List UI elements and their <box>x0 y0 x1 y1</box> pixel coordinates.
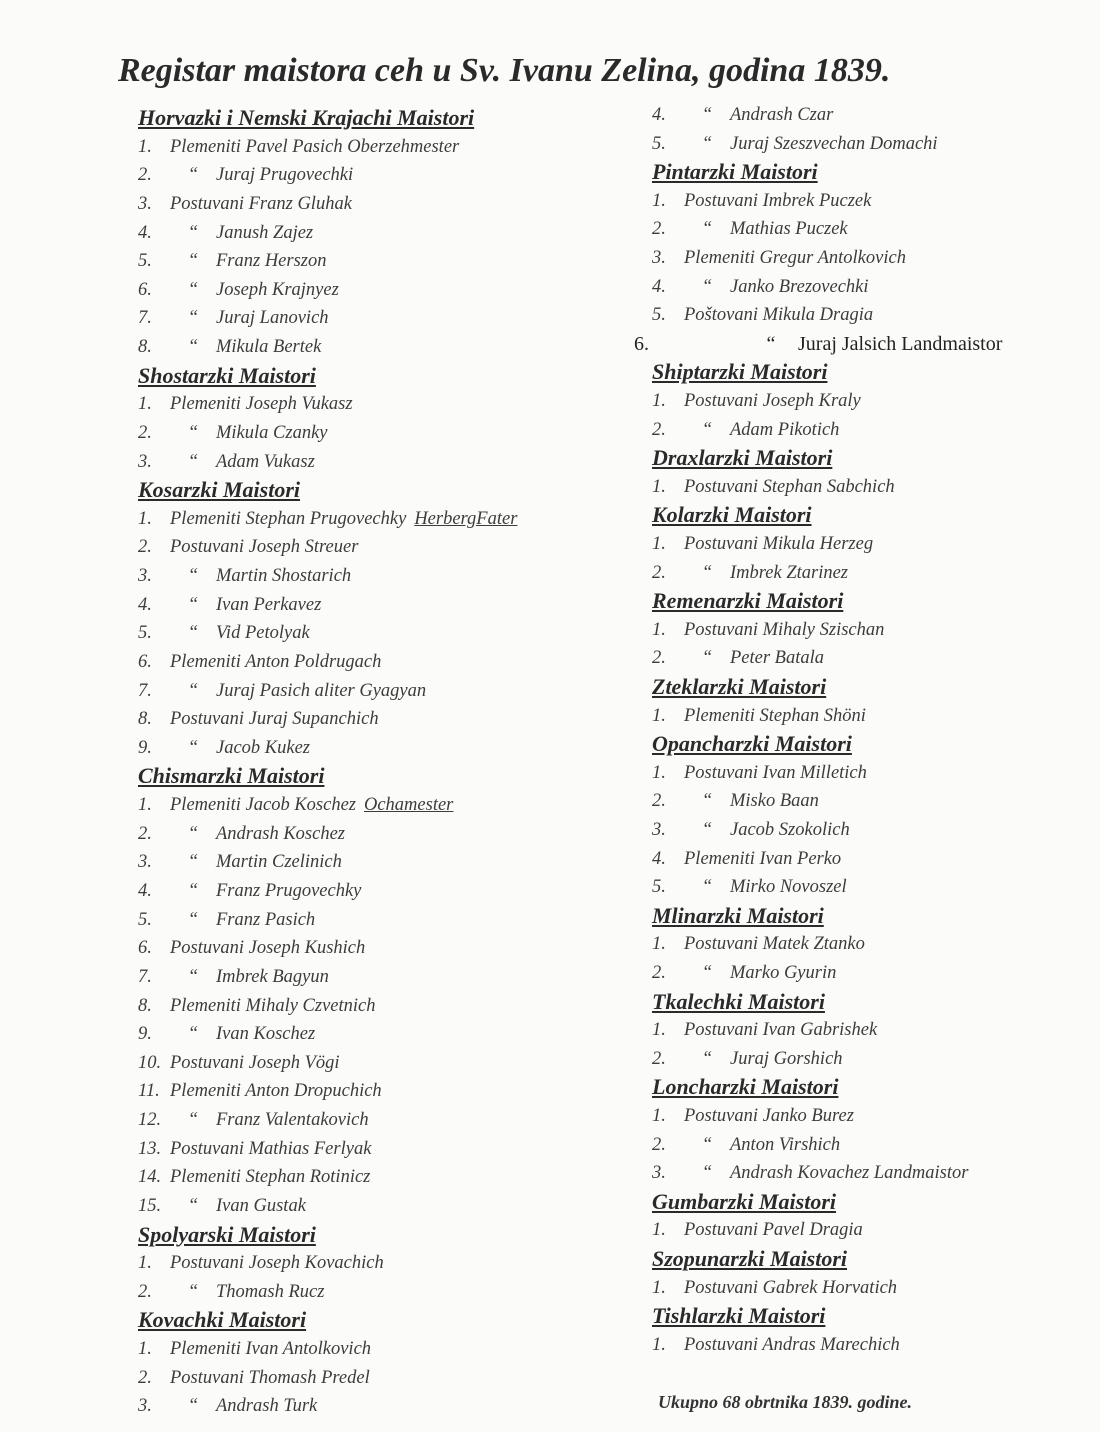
list-item <box>138 1163 370 1191</box>
list-item <box>138 448 315 476</box>
item-number: 2. <box>652 791 666 812</box>
ditto-mark: “ <box>187 451 199 472</box>
master-name: Misko Baan <box>730 791 819 812</box>
list-item <box>138 705 379 733</box>
master-name: Postuvani Mihaly Szischan <box>684 619 885 640</box>
item-number: 7. <box>138 966 152 987</box>
master-name: Plemeniti Stephan Prugovechky <box>170 508 407 529</box>
master-name: Postuvani Joseph Kraly <box>684 391 861 411</box>
master-name: Postuvani Mikula Herzeg <box>684 534 874 554</box>
list-item <box>138 161 353 189</box>
list-item <box>652 473 895 501</box>
item-number: 5. <box>138 623 152 644</box>
list-item <box>138 562 351 590</box>
master-name: Postuvani Joseph Kushich <box>170 938 366 959</box>
list-item <box>138 1135 371 1163</box>
master-name: Postuvani Thomash Predel <box>170 1367 370 1388</box>
list-item <box>138 648 381 676</box>
item-number: 2. <box>652 419 666 440</box>
item-number: 5. <box>652 305 666 326</box>
master-name: Plemeniti Anton Poldrugach <box>170 651 382 672</box>
list-item <box>138 1278 324 1306</box>
ditto-mark: “ <box>187 422 199 443</box>
ditto-mark: “ <box>187 279 199 300</box>
list-item <box>652 301 873 329</box>
item-number: 5. <box>652 877 666 898</box>
master-name: Franz Herszon <box>216 251 327 272</box>
item-number: 1. <box>652 391 666 411</box>
item-number: 13. <box>138 1138 162 1159</box>
master-name: Martin Czelinich <box>216 852 342 873</box>
list-item <box>652 273 869 301</box>
master-name: Juraj Prugovechki <box>216 165 354 186</box>
item-number: 1. <box>138 1339 152 1360</box>
item-number: 1. <box>652 1020 666 1041</box>
item-number: 2. <box>138 422 152 443</box>
section-heading: Kovachki Maistori <box>138 1307 307 1333</box>
master-name: Postuvani Ivan Milletich <box>684 762 867 783</box>
ditto-mark: “ <box>701 562 713 583</box>
section-heading: Shiptarzki Maistori <box>652 359 828 385</box>
item-number: 5. <box>138 909 152 930</box>
ditto-mark: “ <box>187 222 199 243</box>
item-number: 3. <box>138 451 152 472</box>
item-number: 11. <box>138 1081 160 1102</box>
item-number: 5. <box>138 251 152 272</box>
ditto-mark: “ <box>187 308 199 329</box>
master-name: Anton Virshich <box>730 1134 841 1155</box>
item-number: 6. <box>138 938 152 959</box>
item-number: 6. <box>138 651 152 672</box>
total-summary: Ukupno 68 obrtnika 1839. godine. <box>658 1392 913 1412</box>
list-item <box>652 616 884 644</box>
section-heading: Shostarzki Maistori <box>138 362 316 388</box>
master-name: Juraj Pasich aliter Gyagyan <box>216 680 427 701</box>
ditto-mark: “ <box>187 1396 199 1417</box>
item-number: 2. <box>652 1134 666 1155</box>
ditto-mark: “ <box>701 419 713 440</box>
list-item <box>138 390 353 418</box>
master-name: Adam Vukasz <box>216 451 315 472</box>
list-item <box>652 1274 897 1302</box>
list-item <box>138 619 310 647</box>
item-number: 1. <box>652 476 666 497</box>
section-heading: Horvazki i Nemski Krajachi Maistori <box>138 105 475 130</box>
item-number: 1. <box>652 1334 666 1355</box>
section-heading: Kosarzki Maistori <box>138 477 300 503</box>
ditto-mark: “ <box>701 276 713 297</box>
item-number: 14. <box>138 1167 162 1188</box>
item-number: 2. <box>652 963 666 983</box>
item-number: 1. <box>652 1220 666 1241</box>
list-item <box>652 530 873 558</box>
item-number: 3. <box>652 820 666 840</box>
ditto-mark: “ <box>187 1024 199 1045</box>
list-item <box>652 1102 854 1130</box>
list-item <box>652 244 906 272</box>
item-number: 1. <box>652 1106 666 1126</box>
item-number: 1. <box>652 619 666 640</box>
master-name: Imbrek Ztarinez <box>730 562 849 583</box>
item-number: 3. <box>138 193 152 214</box>
item-number: 2. <box>138 1281 152 1302</box>
item-number: 6. <box>634 332 649 355</box>
item-number: 1. <box>652 1277 666 1298</box>
master-name: Postuvani Imbrek Puczek <box>684 190 872 211</box>
section-heading: Spolyarski Maistori <box>138 1221 316 1247</box>
ditto-mark: “ <box>187 909 199 930</box>
master-name: Janush Zajez <box>216 222 314 243</box>
master-name: Andrash Koschez <box>216 823 345 844</box>
master-name: Postuvani Matek Ztanko <box>684 934 865 955</box>
master-name: Ivan Koschez <box>216 1024 316 1045</box>
item-number: 7. <box>138 308 152 329</box>
section-heading: Tishlarzki Maistori <box>652 1303 826 1329</box>
ditto-mark: “ <box>701 791 713 812</box>
master-name: Martin Shostarich <box>216 566 352 587</box>
master-name: Juraj Jalsich Landmaistor <box>798 332 1003 355</box>
ditto-mark: “ <box>187 881 199 901</box>
item-number: 3. <box>138 852 152 873</box>
ditto-mark: “ <box>701 1134 713 1155</box>
list-item <box>138 1249 384 1277</box>
list-item <box>634 330 1002 358</box>
master-name: Postuvani Juraj Supanchich <box>170 709 379 730</box>
list-item <box>138 304 329 332</box>
item-number: 1. <box>652 534 666 554</box>
master-name: Juraj Szeszvechan Domachi <box>730 133 938 154</box>
item-number: 4. <box>138 594 152 615</box>
master-name: Plemeniti Joseph Vukasz <box>170 394 353 415</box>
item-number: 1. <box>652 934 666 955</box>
master-name: Mirko Novoszel <box>730 877 847 898</box>
master-name: Plemeniti Pavel Pasich Oberzehmester <box>170 136 460 157</box>
list-item <box>138 419 328 447</box>
ditto-mark: “ <box>701 820 713 840</box>
master-name: Plemeniti Ivan Antolkovich <box>170 1339 372 1360</box>
list-item <box>138 247 327 275</box>
item-number: 3. <box>138 1396 152 1417</box>
master-name: Plemeniti Stephan Rotinicz <box>170 1167 371 1188</box>
section-heading: Opancharzki Maistori <box>652 731 852 757</box>
list-item <box>138 190 352 218</box>
list-item <box>138 1049 340 1077</box>
list-item <box>138 1077 382 1105</box>
list-item <box>652 559 848 587</box>
master-name: Andrash Czar <box>730 105 834 125</box>
item-number: 6. <box>138 279 152 300</box>
item-number: 2. <box>652 562 666 583</box>
item-number: 15. <box>138 1195 162 1216</box>
master-name: Plemeniti Jacob Koschez <box>170 795 356 816</box>
master-name: Plemeniti Anton Dropuchich <box>170 1081 382 1102</box>
master-name: Vid Petolyak <box>216 623 310 644</box>
list-item <box>138 505 517 533</box>
list-item <box>138 591 321 619</box>
item-number: 10. <box>138 1052 162 1073</box>
list-item <box>652 702 866 730</box>
list-item <box>138 820 345 848</box>
ditto-mark: “ <box>187 623 199 644</box>
master-name: Juraj Gorshich <box>730 1048 843 1069</box>
list-item <box>652 416 839 444</box>
master-name: Thomash Rucz <box>216 1281 325 1302</box>
list-item <box>138 734 310 762</box>
list-item <box>138 791 453 819</box>
master-name: Andrash Kovachez Landmaistor <box>730 1163 969 1184</box>
master-name: Mikula Czanky <box>216 422 328 443</box>
list-item <box>138 533 358 561</box>
item-number: 2. <box>652 1048 666 1069</box>
ditto-mark: “ <box>187 594 199 615</box>
ditto-mark: “ <box>187 337 199 358</box>
list-item <box>652 187 871 215</box>
list-item <box>652 101 833 129</box>
master-name: Postuvani Franz Gluhak <box>170 193 352 214</box>
list-item <box>138 1020 315 1048</box>
master-name: Andrash Turk <box>216 1396 318 1417</box>
list-item <box>138 1335 371 1363</box>
item-number: 7. <box>138 680 152 701</box>
master-name: Poštovani Mikula Dragia <box>684 305 874 326</box>
page-title: Registar maistora ceh u Sv. Ivanu Zelina, godina 1839. <box>118 52 891 89</box>
item-number: 1. <box>138 136 152 157</box>
title-annotation: HerbergFater <box>414 508 518 529</box>
ditto-mark: “ <box>701 219 713 240</box>
master-name: Ivan Gustak <box>216 1195 306 1216</box>
list-item <box>652 1045 843 1073</box>
ditto-mark: “ <box>701 105 713 125</box>
item-number: 4. <box>652 276 666 297</box>
item-number: 8. <box>138 995 152 1016</box>
list-item <box>652 130 938 158</box>
master-name: Postuvani Andras Marechich <box>684 1334 900 1355</box>
master-name: Postuvani Joseph Streuer <box>170 537 359 558</box>
ditto-mark: “ <box>701 877 713 898</box>
list-item <box>138 1364 370 1392</box>
section-heading: Loncharzki Maistori <box>652 1074 839 1100</box>
ditto-mark: “ <box>187 852 199 873</box>
ditto-mark: “ <box>187 165 199 186</box>
item-number: 1. <box>138 394 152 415</box>
list-item <box>652 215 848 243</box>
master-name: Plemeniti Mihaly Czvetnich <box>170 995 376 1016</box>
master-name: Plemeniti Gregur Antolkovich <box>684 248 906 268</box>
master-name: Postuvani Stephan Sabchich <box>684 476 895 497</box>
section-heading: Mlinarzki Maistori <box>652 902 824 928</box>
ditto-mark: “ <box>187 737 199 758</box>
ditto-mark: “ <box>187 680 199 701</box>
item-number: 3. <box>138 566 152 587</box>
master-name: Postuvani Joseph Kovachich <box>170 1253 384 1274</box>
list-item <box>138 219 313 247</box>
item-number: 2. <box>652 648 666 669</box>
item-number: 2. <box>138 537 152 558</box>
ditto-mark: “ <box>701 133 713 154</box>
list-item <box>652 759 867 787</box>
list-item <box>652 787 819 815</box>
list-item <box>652 873 847 901</box>
ditto-mark: “ <box>187 251 199 272</box>
list-item <box>652 1159 968 1187</box>
list-item <box>652 1331 900 1359</box>
item-number: 2. <box>138 165 152 186</box>
list-item <box>138 333 321 361</box>
master-name: Franz Pasich <box>216 909 316 930</box>
list-item <box>652 959 836 987</box>
section-heading: Zteklarzki Maistori <box>652 674 827 699</box>
ditto-mark: “ <box>701 648 713 669</box>
list-item <box>652 387 861 415</box>
item-number: 3. <box>652 248 666 268</box>
section-heading: Pintarzki Maistori <box>652 159 818 185</box>
master-name: Imbrek Bagyun <box>216 966 329 987</box>
section-heading: Remenarzki Maistori <box>652 588 844 614</box>
master-name: Marko Gyurin <box>730 963 837 983</box>
list-item <box>138 934 365 962</box>
master-name: Juraj Lanovich <box>216 308 329 329</box>
ditto-mark: “ <box>187 566 199 587</box>
ditto-mark: “ <box>187 966 199 987</box>
list-item <box>138 677 426 705</box>
ditto-mark: “ <box>701 963 713 983</box>
ditto-mark: “ <box>187 1281 199 1302</box>
master-name: Jacob Szokolich <box>730 820 850 840</box>
master-name: Mathias Puczek <box>730 219 848 240</box>
title-annotation: Ochamester <box>363 795 454 816</box>
master-name: Franz Prugovechky <box>216 881 362 901</box>
list-item <box>652 816 850 844</box>
master-name: Postuvani Janko Burez <box>684 1106 854 1126</box>
list-item <box>652 1216 863 1244</box>
master-name: Postuvani Mathias Ferlyak <box>170 1138 372 1159</box>
ditto-mark: “ <box>701 1048 713 1069</box>
list-item <box>138 992 376 1020</box>
list-item <box>138 1106 369 1134</box>
list-item <box>652 930 865 958</box>
section-heading: Kolarzki Maistori <box>652 502 812 528</box>
list-item <box>138 133 459 161</box>
ditto-mark: “ <box>766 332 776 355</box>
ditto-mark: “ <box>701 1163 713 1184</box>
list-item <box>652 845 841 873</box>
item-number: 2. <box>138 1367 152 1388</box>
list-item <box>138 906 315 934</box>
section-heading: Chismarzki Maistori <box>138 763 325 789</box>
item-number: 1. <box>652 705 666 726</box>
list-item <box>138 848 342 876</box>
master-name: Mikula Bertek <box>216 337 322 358</box>
master-name: Franz Valentakovich <box>216 1110 369 1131</box>
item-number: 4. <box>652 105 666 125</box>
list-item <box>652 1131 840 1159</box>
master-name: Postuvani Ivan Gabrishek <box>684 1020 878 1041</box>
item-number: 1. <box>138 1253 152 1274</box>
master-name: Postuvani Joseph Vögi <box>170 1052 340 1073</box>
master-name: Postuvani Gabrek Horvatich <box>684 1277 898 1298</box>
item-number: 4. <box>652 848 666 869</box>
item-number: 3. <box>652 1163 666 1184</box>
master-name: Jacob Kukez <box>216 737 311 758</box>
list-item <box>138 963 329 991</box>
list-item <box>138 1192 306 1220</box>
list-item <box>652 1016 877 1044</box>
item-number: 2. <box>138 823 152 844</box>
section-heading: Szopunarzki Maistori <box>652 1246 848 1271</box>
item-number: 2. <box>652 219 666 240</box>
list-item <box>138 1392 317 1420</box>
item-number: 1. <box>138 508 152 529</box>
master-name: Plemeniti Ivan Perko <box>684 848 842 869</box>
list-item <box>138 877 361 905</box>
item-number: 4. <box>138 881 152 901</box>
ditto-mark: “ <box>187 1195 199 1216</box>
master-name: Adam Pikotich <box>730 419 840 440</box>
list-item <box>652 644 824 672</box>
ditto-mark: “ <box>187 823 199 844</box>
master-name: Ivan Perkavez <box>216 594 322 615</box>
item-number: 12. <box>138 1110 162 1131</box>
master-name: Plemeniti Stephan Shöni <box>684 705 866 726</box>
item-number: 9. <box>138 737 152 758</box>
master-name: Peter Batala <box>730 648 825 669</box>
master-name: Postuvani Pavel Dragia <box>684 1220 863 1241</box>
item-number: 9. <box>138 1024 152 1045</box>
ditto-mark: “ <box>187 1110 199 1131</box>
item-number: 1. <box>138 795 152 816</box>
item-number: 4. <box>138 222 152 243</box>
master-name: Janko Brezovechki <box>730 276 869 297</box>
list-item <box>138 276 339 304</box>
item-number: 8. <box>138 709 152 730</box>
master-name: Joseph Krajnyez <box>216 279 339 300</box>
section-heading: Draxlarzki Maistori <box>652 445 833 471</box>
section-heading: Tkalechki Maistori <box>652 988 825 1014</box>
item-number: 5. <box>652 133 666 154</box>
item-number: 8. <box>138 337 152 358</box>
item-number: 1. <box>652 190 666 211</box>
section-heading: Gumbarzki Maistori <box>652 1188 836 1214</box>
item-number: 1. <box>652 762 666 783</box>
